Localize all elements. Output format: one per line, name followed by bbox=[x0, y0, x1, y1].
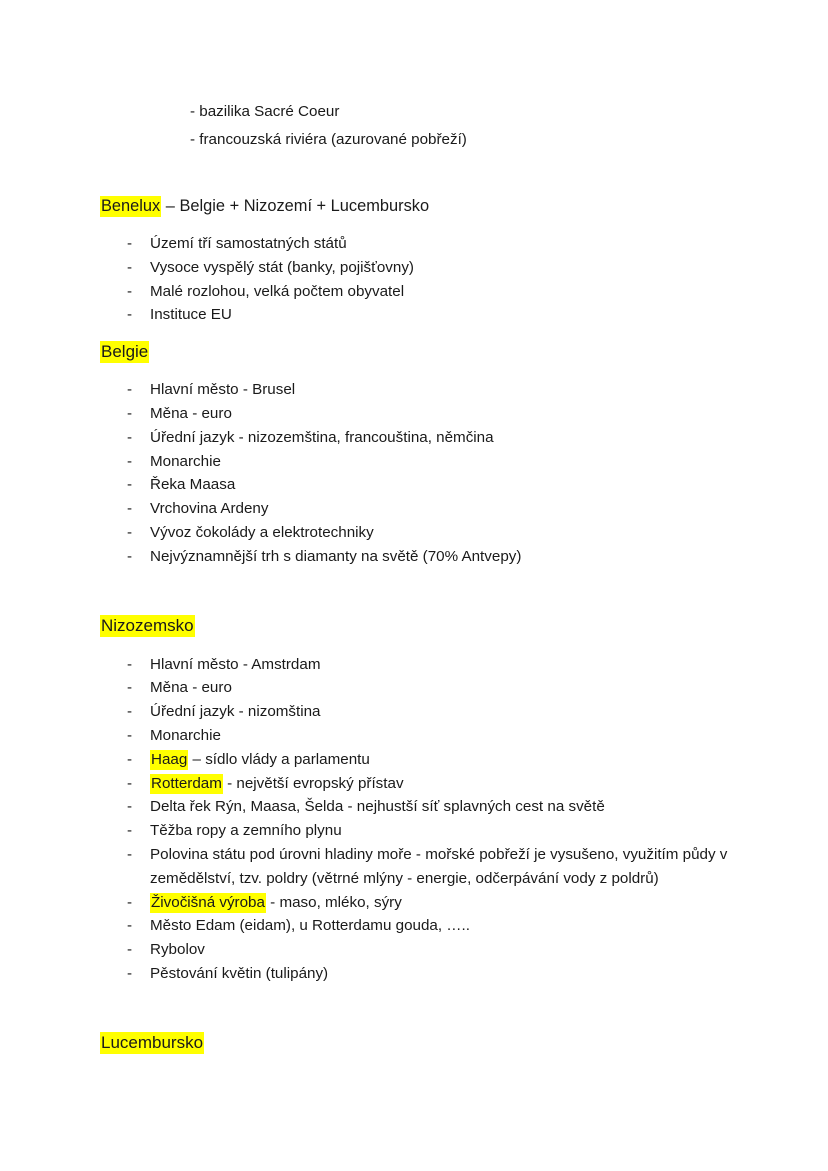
list-item-text: Rybolov bbox=[150, 941, 205, 959]
list-item: - Instituce EU bbox=[127, 303, 732, 327]
heading-lucembursko-highlight: Lucembursko bbox=[101, 1032, 204, 1052]
list-item: - Úřední jazyk - nizozemština, francouština, němčina bbox=[127, 426, 732, 450]
heading-benelux-rest: – Belgie + Nizozemí + Lucembursko bbox=[161, 197, 430, 215]
list-item: - Území tří samostatných států bbox=[127, 232, 732, 256]
list-item-highlight: Rotterdam bbox=[151, 774, 222, 792]
nizozemsko-bullet-list bbox=[0, 653, 828, 986]
list-item bbox=[127, 772, 732, 796]
heading-lucembursko bbox=[100, 1030, 828, 1056]
heading-nizozemsko bbox=[100, 613, 828, 639]
intro-line: - bazilika Sacré Coeur bbox=[190, 103, 340, 120]
list-item-text: - maso, mléko, sýry bbox=[265, 893, 402, 911]
list-item: - Řeka Maasa bbox=[127, 473, 732, 497]
list-item: - Vrchovina Ardeny bbox=[127, 497, 732, 521]
belgie-bullet-list bbox=[0, 378, 828, 568]
list-item-text: Pěstování květin (tulipány) bbox=[150, 964, 329, 982]
list-item-text: Úřední jazyk - nizomština bbox=[150, 703, 321, 721]
list-item bbox=[127, 962, 732, 986]
list-item bbox=[127, 724, 732, 748]
list-item bbox=[127, 700, 732, 724]
list-item-text: Polovina státu pod úrovni hladiny moře - mořské pobřeží je vysušeno, využitím půdy v zemědělství, tzv. poldry (větrné mlýny - energie, odčerpávání vody z poldrů) bbox=[150, 845, 728, 887]
heading-benelux bbox=[100, 194, 828, 218]
intro-lines bbox=[190, 0, 828, 154]
list-item: - Monarchie bbox=[127, 450, 732, 474]
list-item: - Vysoce vyspělý stát (banky, pojišťovny) bbox=[127, 256, 732, 280]
list-item bbox=[127, 653, 732, 677]
heading-nizozemsko-highlight: Nizozemsko bbox=[101, 615, 194, 635]
list-item-text: – sídlo vlády a parlamentu bbox=[188, 750, 370, 768]
list-item: - Malé rozlohou, velká počtem obyvatel bbox=[127, 280, 732, 304]
list-item bbox=[127, 748, 732, 772]
list-item: - Měna - euro bbox=[127, 402, 732, 426]
heading-belgie-highlight: Belgie bbox=[101, 342, 149, 362]
list-item-highlight: Haag bbox=[151, 750, 188, 768]
list-item-text: Těžba ropy a zemního plynu bbox=[150, 822, 342, 840]
list-item: - Nejvýznamnější trh s diamanty na světě (70% Antvepy) bbox=[127, 545, 732, 569]
heading-belgie bbox=[100, 339, 828, 365]
list-item bbox=[127, 795, 732, 819]
list-item-text: - největší evropský přístav bbox=[222, 774, 404, 792]
list-item-text: Hlavní město - Amstrdam bbox=[150, 655, 321, 673]
list-item bbox=[127, 819, 732, 843]
list-item: - Hlavní město - Brusel bbox=[127, 378, 732, 402]
list-item bbox=[127, 914, 732, 938]
list-item bbox=[127, 676, 732, 700]
list-item bbox=[127, 891, 732, 915]
heading-benelux-highlight: Benelux bbox=[101, 197, 161, 215]
list-item-text: Město Edam (eidam), u Rotterdamu gouda, ….. bbox=[150, 917, 470, 935]
list-item: - Vývoz čokolády a elektrotechniky bbox=[127, 521, 732, 545]
list-item-text: Delta řek Rýn, Maasa, Šelda - nejhustší síť splavných cest na světě bbox=[150, 798, 605, 816]
benelux-bullet-list bbox=[0, 232, 828, 327]
intro-line: - francouzská riviéra (azurované pobřeží) bbox=[190, 131, 467, 148]
list-item-text: Měna - euro bbox=[150, 679, 232, 697]
list-item bbox=[127, 843, 732, 891]
list-item-text: Monarchie bbox=[150, 726, 221, 744]
list-item-highlight: Živočišná výroba bbox=[151, 893, 265, 911]
list-item bbox=[127, 938, 732, 962]
